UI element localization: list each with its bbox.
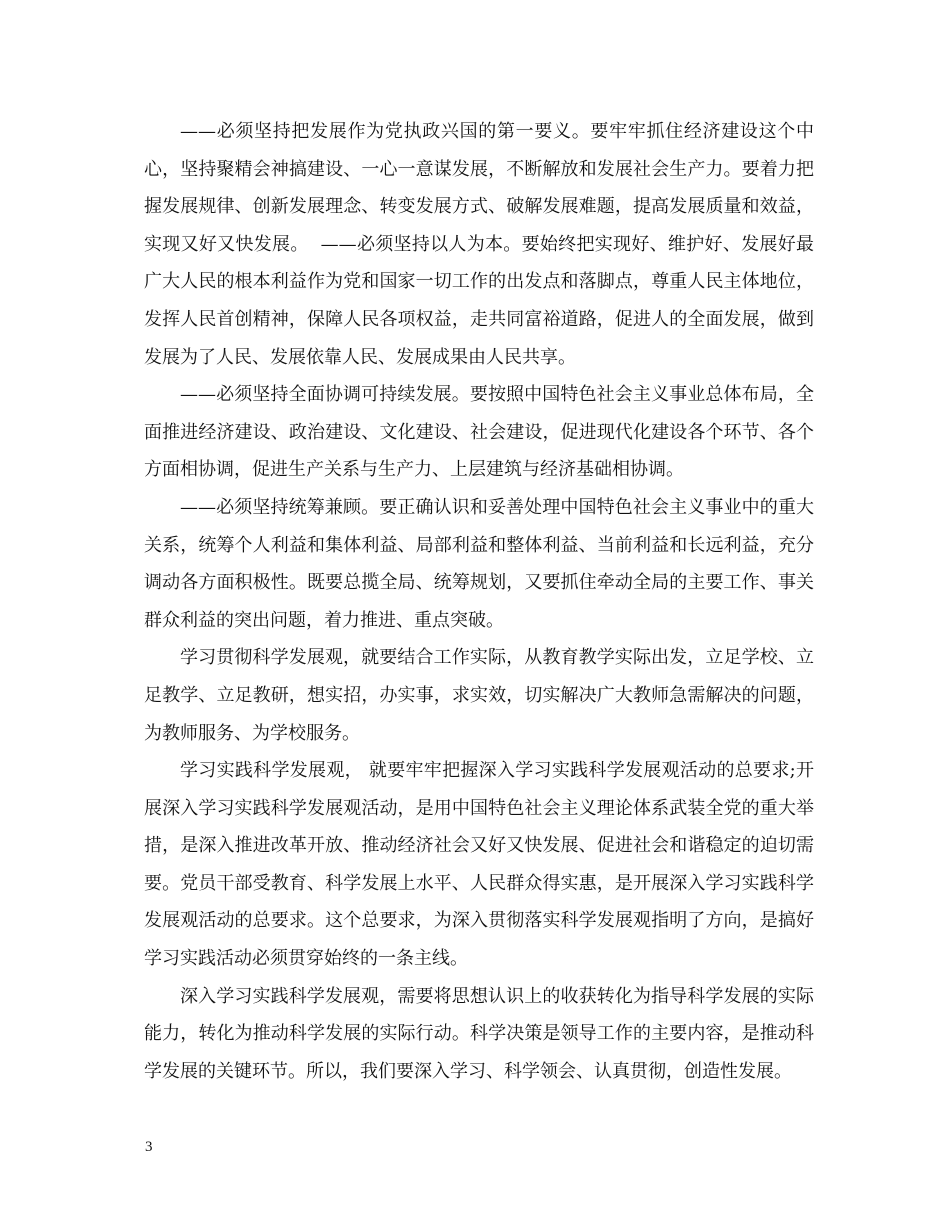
paragraph: 学习实践科学发展观， 就要牢牢把握深入学习实践科学发展观活动的总要求;开展深入学习实践科学发展观活动，是用中国特色社会主义理论体系武装全党的重大举措，是深入推进改革开放、推动经济社会又好又快发展、促进社会和谐稳定的迫切需要。党员干部受教育、科学发展上水平、人民群众得实惠，是开展深入学习实践科学发展观活动的总要求。这个总要求，为深入贯彻落实科学发展观指明了方向，是搞好学习实践活动必须贯穿始终的一条主线。: [144, 760, 814, 970]
paragraph: ——必须坚持统筹兼顾。要正确认识和妥善处理中国特色社会主义事业中的重大关系，统筹个人利益和集体利益、局部利益和整体利益、当前利益和长远利益，充分调动各方面积极性。既要总揽全局、统筹规划，又要抓住牵动全局的主要工作、事关群众利益的突出问题，着力推进、重点突破。: [144, 496, 814, 631]
document-body: [144, 113, 814, 1090]
paragraph: 学习贯彻科学发展观，就要结合工作实际，从教育教学实际出发，立足学校、立足教学、立足教研，想实招，办实事，求实效，切实解决广大教师急需解决的问题，为教师服务、为学校服务。: [144, 647, 814, 744]
paragraph: 深入学习实践科学发展观，需要将思想认识上的收获转化为指导科学发展的实际能力，转化为推动科学发展的实际行动。科学决策是领导工作的主要内容，是推动科学发展的关键环节。所以，我们要深入学习、科学领会、认真贯彻，创造性发展。: [144, 985, 814, 1082]
paragraph: ——必须坚持全面协调可持续发展。要按照中国特色社会主义事业总体布局，全面推进经济建设、政治建设、文化建设、社会建设，促进现代化建设各个环节、各个方面相协调，促进生产关系与生产力、上层建筑与经济基础相协调。: [144, 384, 814, 481]
paragraph: ——必须坚持把发展作为党执政兴国的第一要义。要牢牢抓住经济建设这个中心，坚持聚精会神搞建设、一心一意谋发展，不断解放和发展社会生产力。要着力把握发展规律、创新发展理念、转变发展方式、破解发展难题，提高发展质量和效益，实现又好又快发展。 ——必须坚持以人为本。要始终把实现好、维护好、发展好最广大人民的根本利益作为党和国家一切工作的出发点和落脚点，尊重人民主体地位，发挥人民首创精神，保障人民各项权益，走共同富裕道路，促进人的全面发展，做到发展为了人民、发展依靠人民、发展成果由人民共享。: [144, 121, 814, 368]
page-number: 3: [145, 1139, 153, 1155]
